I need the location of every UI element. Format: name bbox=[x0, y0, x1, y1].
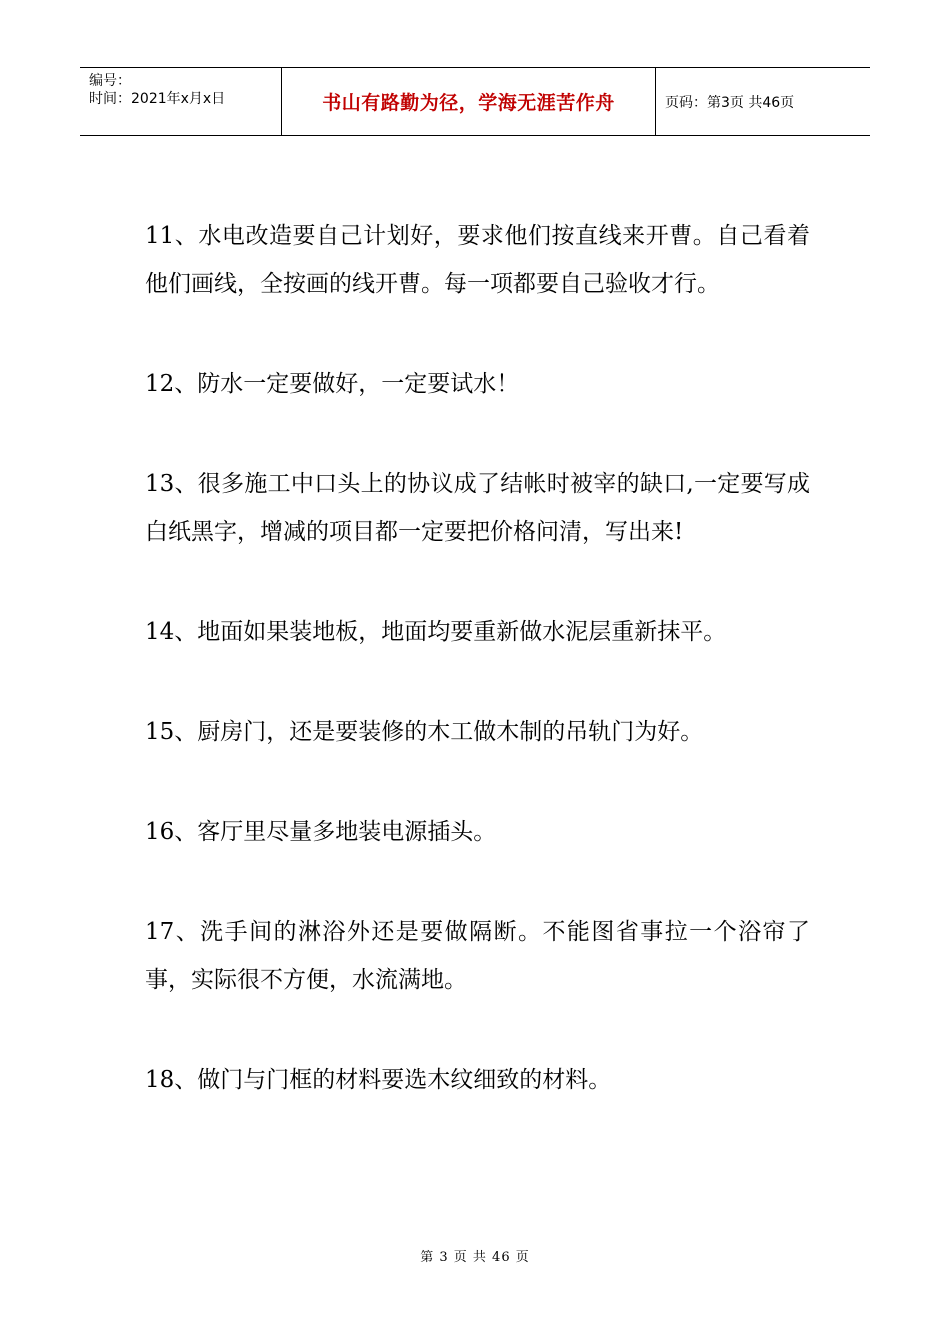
paragraph-14: 14、地面如果装地板，地面均要重新做水泥层重新抹平。 bbox=[145, 619, 727, 645]
paragraph-17: 17、洗手间的淋浴外还是要做隔断。不能图省事拉一个浴帘了事，实际很不方便，水流满地。 bbox=[145, 919, 810, 993]
number-label: 编号： bbox=[89, 73, 131, 89]
date-label: 时间：2021年x月x日 bbox=[89, 91, 226, 107]
motto-text: 书山有路勤为径，学海无涯苦作舟 bbox=[322, 92, 615, 114]
paragraph-11: 11、水电改造要自己计划好，要求他们按直线来开曹。自己看着他们画线，全按画的线开曹。每一项都要自己验收才行。 bbox=[145, 223, 810, 297]
document-body bbox=[145, 212, 810, 1156]
paragraph-15: 15、厨房门，还是要装修的木工做木制的吊轨门为好。 bbox=[145, 719, 704, 745]
page-footer: 第 3 页 共 46 页 bbox=[420, 1250, 530, 1265]
paragraph-16: 16、客厅里尽量多地装电源插头。 bbox=[145, 819, 497, 845]
header-meta-cell bbox=[80, 68, 282, 135]
document-header bbox=[80, 67, 870, 136]
page-info: 页码：第3页 共46页 bbox=[665, 94, 795, 111]
paragraph-13: 13、很多施工中口头上的协议成了结帐时被宰的缺口,一定要写成白纸黑字，增减的项目都一定要把价格问清，写出来! bbox=[145, 471, 810, 545]
header-page-cell bbox=[656, 68, 870, 135]
paragraph-18: 18、做门与门框的材料要选木纹细致的材料。 bbox=[145, 1067, 612, 1093]
paragraph-12: 12、防水一定要做好，一定要试水！ bbox=[145, 371, 520, 397]
header-motto-cell bbox=[282, 68, 656, 135]
